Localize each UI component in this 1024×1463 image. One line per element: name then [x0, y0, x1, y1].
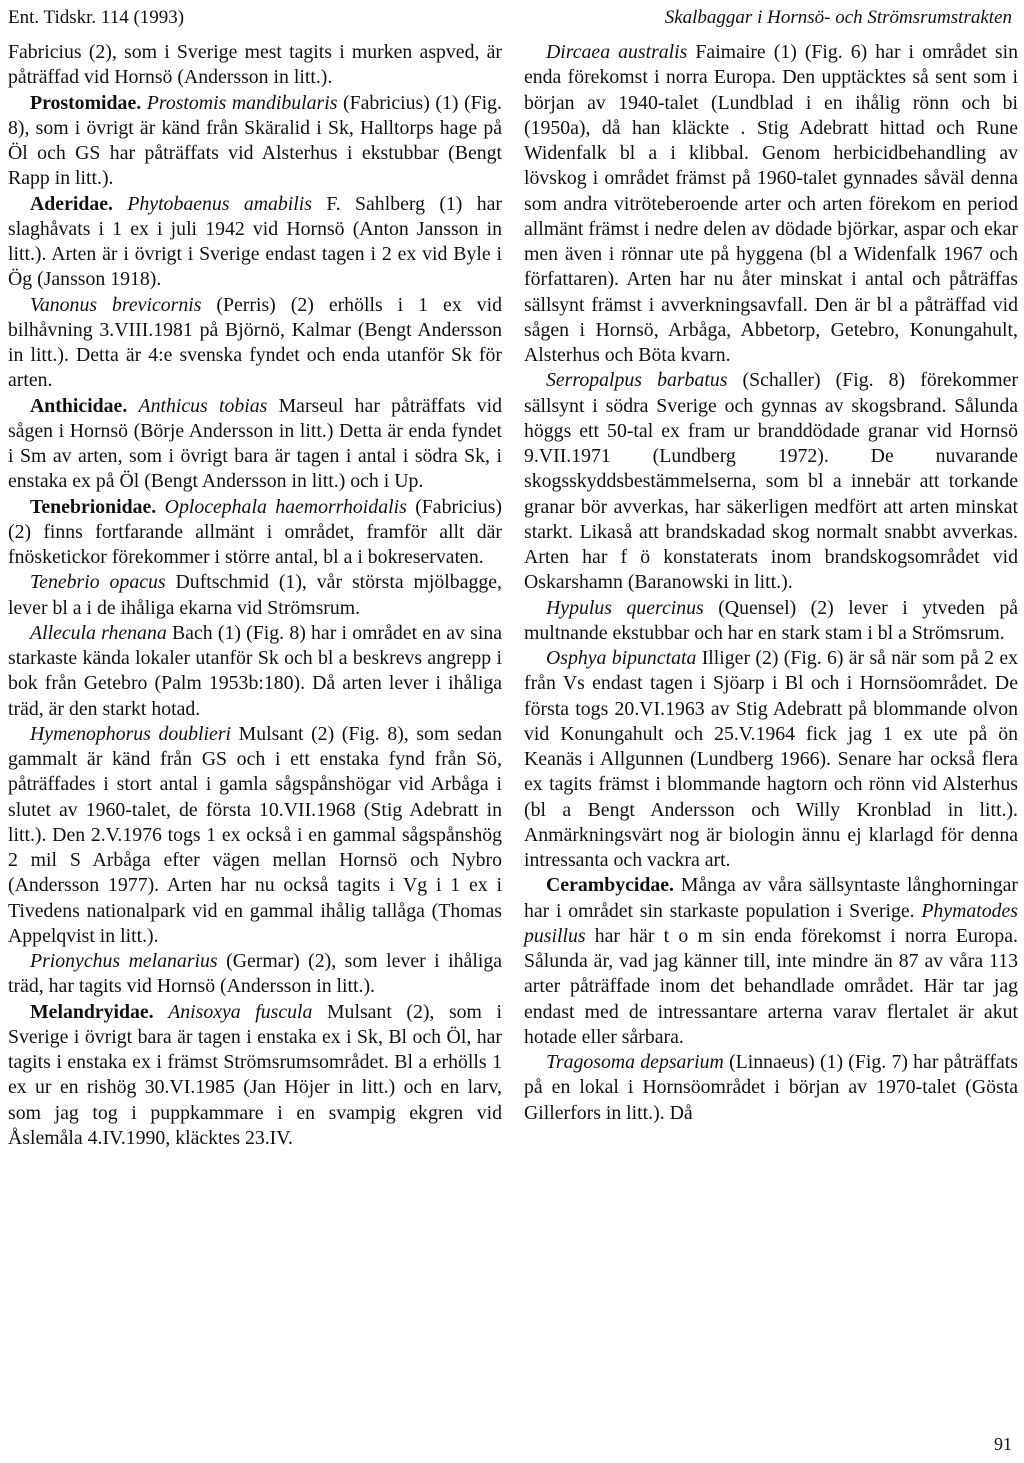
family-name: Prostomidae.: [30, 91, 142, 114]
paragraph-text: (Linnaeus) (1) (Fig. 7) har påträffats på en lokal i Hornsöområdet i början av 1970-talet (Gösta Gillerfors in litt.). Då: [524, 1051, 1018, 1124]
paragraph-prostomidae: [8, 91, 502, 192]
species-name: Prostomis mandibularis: [146, 91, 338, 114]
species-name: Prionychus melanarius: [30, 950, 218, 972]
left-column: [8, 40, 502, 1151]
paragraph-dircaea: [524, 40, 1018, 368]
running-header-left: Ent. Tidskr. 114 (1993): [8, 7, 185, 28]
paragraph-tenebrionidae: [8, 495, 502, 571]
paragraph-text: (Germar) (2), som lever i ihåliga träd, har tagits vid Hornsö (Andersson in litt.).: [8, 950, 502, 998]
page-number: 91: [994, 1434, 1012, 1454]
paragraph-hypulus: [524, 596, 1018, 647]
paragraph-tragosoma: [524, 1050, 1018, 1126]
running-header-right: Skalbaggar i Hornsö- och Strömsrumstrakten: [664, 7, 1012, 28]
species-name: Serropalpus barbatus: [546, 369, 728, 392]
paragraph-text: (Fabricius) (1) (Fig. 8), som i övrigt är känd från Skäralid i Sk, Halltorps hage på Öl och GS har påträffats vid Alsterhus i ekstubbar (Bengt Rapp in litt.).: [8, 91, 502, 190]
family-name: Anthicidae.: [30, 394, 128, 417]
paragraph-tenebrio: [8, 570, 502, 621]
paragraph-aderidae: [8, 192, 502, 293]
family-name: Aderidae.: [30, 192, 113, 215]
species-name: Anthicus tobias: [138, 394, 268, 417]
species-name: Allecula rhenana: [30, 621, 167, 644]
species-name: Dircaea australis: [546, 41, 688, 63]
paragraph-text: Duftschmid (1), vår största mjölbagge, lever bl a i de ihåliga ekarna vid Strömsrum.: [8, 571, 502, 619]
paragraph-text: Mulsant (2), som i Sverige i övrigt bara är tagen i enstaka ex i Sk, Bl och Öl, har tagits i enstaka ex i främst Strömsrumsområdet. Bl a erhölls 1 ex ur en rishög 30.VI.1985 (Jan Höjer in litt.) och en larv, som jag tog i puppkammare i en svampig ekgren vid Åslemåla 4.IV.1990, kläcktes 23.IV.: [8, 1000, 502, 1149]
paragraph-prionychus: [8, 949, 502, 1000]
paragraph-text: (Perris) (2) erhölls i 1 ex vid bilhåvning 3.VIII.1981 på Björnö, Kalmar (Bengt Andersson in litt.). Detta är 4:e svenska fyndet och enda utanför Sk för arten.: [8, 293, 502, 392]
paragraph-text: F. Sahlberg (1) har slaghåvats i 1 ex i juli 1942 vid Hornsö (Anton Jansson in litt.). Arten är i övrigt i Sverige endast tagen i 2 ex vid Byle i Ög (Jansson 1918).: [8, 192, 502, 291]
species-name: Vanonus brevicornis: [30, 293, 202, 316]
paragraph-hymenophorus: [8, 722, 502, 949]
paragraph-text: Marseul har påträffats vid sågen i Hornsö (Börje Andersson in litt.) Detta är enda fyndet i Sm av arten, som i övrigt bara är tagen i antal i södra Sk, i enstaka ex på Öl (Bengt Andersson in litt.) och i Up.: [8, 394, 502, 493]
paragraph-text: Många av våra sällsyntaste långhorningar har i området sin starkaste population i Sverige.: [524, 874, 1018, 922]
species-name: Osphya bipunctata: [546, 647, 697, 669]
paragraph-melandryidae: [8, 1000, 502, 1152]
paragraph-text: (Schaller) (Fig. 8) förekommer sällsynt i södra Sverige och gynnas av skogsbrand. Sålunda höggs ett 50-tal ex fram ur branddödade granar vid Hornsö 9.VII.1971 (Lundberg 1972). De nuvarande skogsskyddsbestämmelserna, som bl a innebär att torkande granar bör avverkas, har säkerligen medfört att arten minskat starkt. Likaså att brandskadad skog normalt snabbt avverkas. Arten har f ö konstaterats inom brandskogsområdet vid Oskarshamn (Baranowski in litt.).: [524, 369, 1018, 594]
paragraph-fabricius: Fabricius (2), som i Sverige mest tagits i murken aspved, är påträffad vid Hornsö (Andersson in litt.).: [8, 41, 502, 89]
paragraph-text: har här t o m sin enda förekomst i norra Europa. Sålunda är, vad jag känner till, inte mindre än 87 av våra 113 arter påträffade inom det behandlade området. Här tar jag endast med de intressantare arterna varav flertalet är akut hotade eller sårbara.: [524, 924, 1018, 1048]
species-name: Tenebrio opacus: [30, 571, 166, 594]
paragraph-cerambycidae: [524, 873, 1018, 1050]
family-name: Tenebrionidae.: [30, 495, 157, 518]
family-name: Cerambycidae.: [546, 874, 674, 897]
paragraph-text: Bach (1) (Fig. 8) har i området en av sina starkaste kända lokaler utanför Sk och bl a beskrevs angrepp i bok från Getebro (Palm 1953b:180). Då arten lever i ihåliga träd, är den starkt hotad.: [8, 621, 503, 720]
paragraph-text: (Quensel) (2) lever i ytveden på multnande ekstubbar och har en stark stam i bl a Strömsrum.: [524, 596, 1019, 644]
family-name: Melandryidae.: [30, 1000, 154, 1023]
paragraph-anthicidae: [8, 394, 502, 495]
paragraph-serropalpus: [524, 368, 1018, 595]
species-name: Oplocephala haemorrhoidalis: [164, 495, 407, 518]
species-name: Anisoxya fuscula: [168, 1000, 313, 1023]
paragraph-text: Faimaire (1) (Fig. 6) har i området sin enda förekomst i norra Europa. Den upptäcktes så sent som i början av 1940-talet (Lundblad i en ihålig rönn och bi (1950a), då han kläckte . Stig Adebratt hittad och Rune Widenfalk bl a i klibbal. Genom herbicidbehandling av lövskog i området främst på 1960-talet gynnades såväl denna som andra vitröteberoende arter och arten förekom en period allmänt främst i nedre delen av dödade björkar, aspar och ekar men även i rönnar ute på hyggena (bl a Widenfalk 1967 och författaren). Arten har nu åter minskat i antal och påträffas sällsynt främst i avverkningsavfall. Den är bl a påträffad vid sågen i Hornsö, Arbåga, Abbetorp, Getebro, Konungahult, Alsterhus och Böta kvarn.: [524, 41, 1018, 366]
paragraph-text: Illiger (2) (Fig. 6) är så när som på 2 ex från Vs endast tagen i Sjöarp i Bl och i Hornsöområdet. De första togs 20.VI.1963 av Stig Adebratt på blommande olvon vid Konungahult och 25.V.1964 fick jag 1 ex ute på ön Keanäs i Allgunnen (Lundberg 1966). Senare har också flera ex tagits främst i blommande hagtorn och rönn vid Alsterhus (bl a Bengt Andersson och Willy Kronblad in litt.). Anmärkningsvärt nog är biologin ännu ej klarlagd för denna intressanta och vackra art.: [524, 647, 1018, 871]
species-name: Tragosoma depsarium: [546, 1051, 724, 1073]
paragraph-vanonus: [8, 293, 502, 394]
species-name: Hypulus quercinus: [546, 596, 704, 619]
paragraph-text: (Fabricius) (2) finns fortfarande allmänt i området, framför allt där fnösketickor förekommer i större antal, bl a i bokreservaten.: [8, 495, 502, 568]
species-name: Phymatodes pusillus: [524, 899, 1018, 947]
paragraph-allecula: [8, 621, 502, 722]
species-name: Phytobaenus amabilis: [127, 192, 312, 215]
paragraph-text: Mulsant (2) (Fig. 8), som sedan gammalt är känd från GS och i ett enstaka fynd från Sö, påträffades i stort antal i gamla sågspånshögar vid Arbåga i slutet av 1960-talet, de första 10.VII.1968 (Stig Adebratt in litt.). Den 2.V.1976 togs 1 ex också i en gammal sågspånshög 2 mil S Arbåga efter vägen mellan Hornsö och Nybro (Andersson 1977). Arten har nu också tagits i Vg i 1 ex i Tivedens nationalpark vid en gammal ihålig tallåga (Thomas Appelqvist in litt.).: [8, 722, 502, 947]
right-column: [524, 40, 1018, 1126]
species-name: Hymenophorus doublieri: [30, 722, 232, 745]
paragraph-osphya: [524, 646, 1018, 873]
